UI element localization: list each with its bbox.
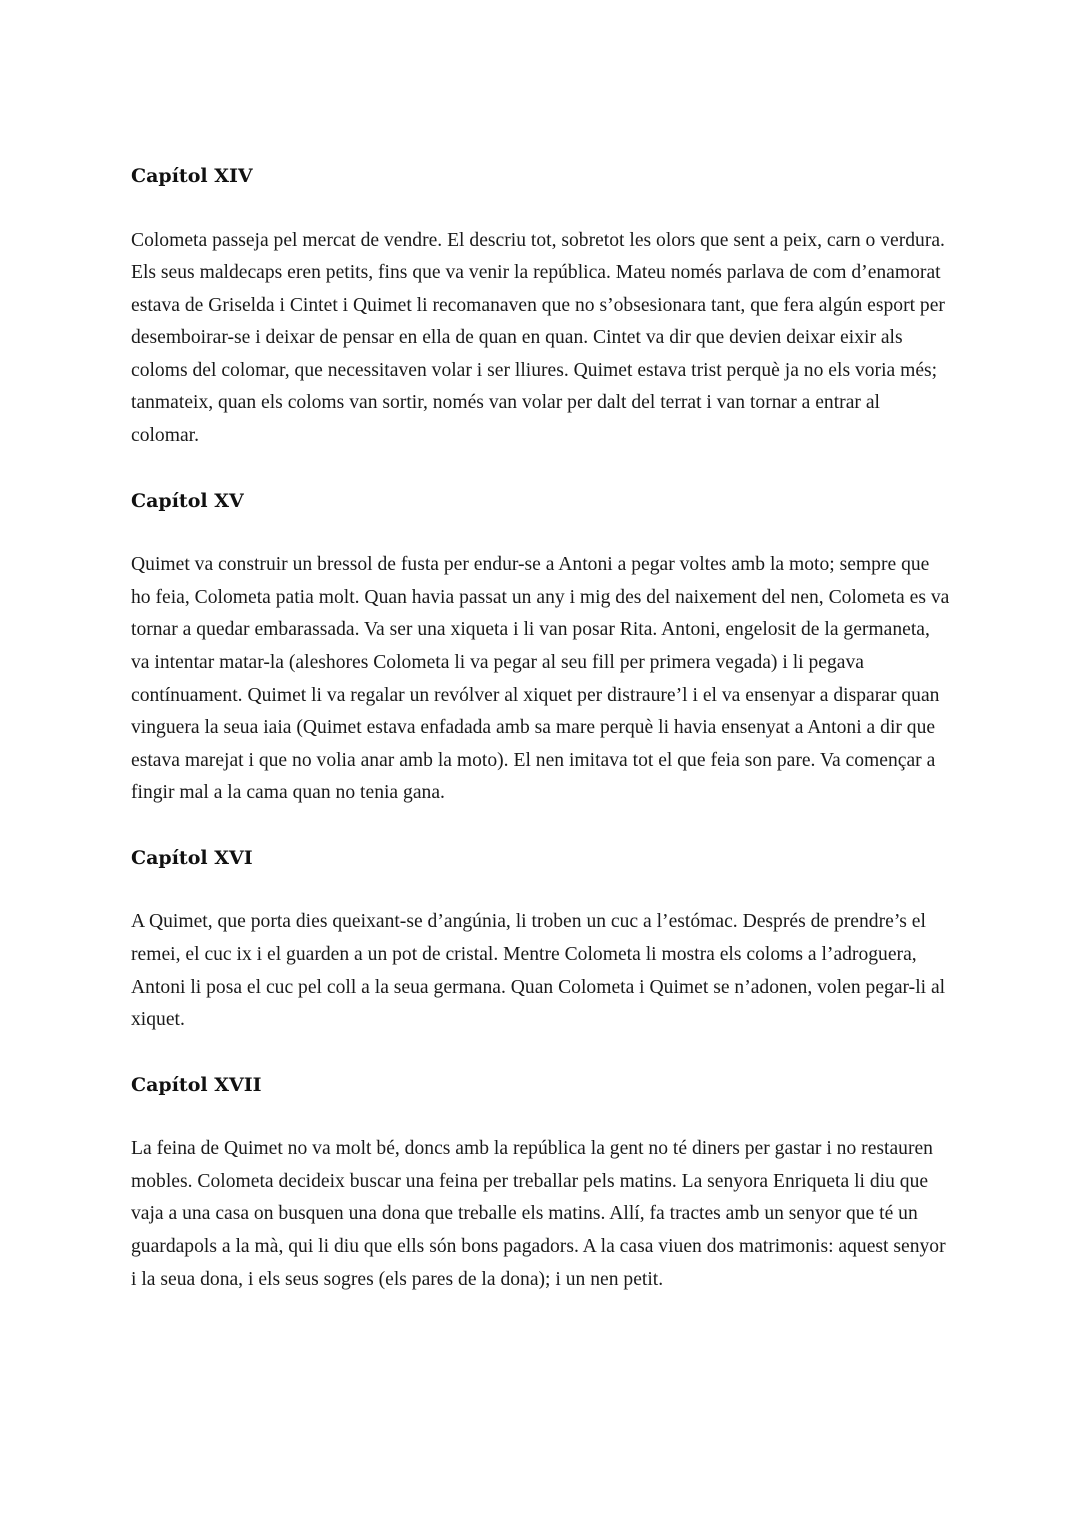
document-page (131, 160, 951, 1328)
chapter-title: Capítol XV (131, 489, 244, 512)
chapter-title: Capítol XVII (131, 1073, 262, 1096)
chapter-body: A Quimet, que porta dies queixant-se d’angúnia, li troben un cuc a l’estómac. Després de prendre’s el remei, el cuc ix i el guarden a un pot de cristal. Mentre Colometa li mostra els coloms a l’adroguera, Antoni li posa el cuc pel coll a la seua germana. Quan Colometa i Quimet se n’adonen, volen pegar-li al xiquet. (131, 911, 946, 1031)
chapter-body: Colometa passeja pel mercat de vendre. El descriu tot, sobretot les olors que sent a peix, carn o verdura. Els seus maldecaps eren petits, fins que va venir la república. Mateu només parlava de com d’enamorat estava de Griselda i Cintet i Quimet li recomanaven que no s’obsesionara tant, que fera algún esport per desemboirar-se i deixar de pensar en ella de quan en quan. Cintet va dir que devien deixar eixir als coloms del colomar, que necessitaven volar i ser lliures. Quimet estava trist perquè ja no els voria més; tanmateix, quan els coloms van sortir, només van volar per dalt del terrat i van tornar a entrar al colomar. (131, 229, 945, 447)
chapter-body: La feina de Quimet no va molt bé, doncs amb la república la gent no té diners per gastar i no restauren mobles. Colometa decideix buscar una feina per treballar pels matins. La senyora Enriqueta li diu que vaja a una casa on busquen una dona que treballe els matins. Allí, fa tractes amb un senyor que té un guardapols a la mà, qui li diu que ells són bons pagadors. A la casa viuen dos matrimonis: aquest senyor i la seua dona, i els seus sogres (els pares de la dona); i un nen petit. (131, 1138, 946, 1290)
chapter-16 (131, 842, 951, 1037)
chapter-title: Capítol XVI (131, 846, 253, 869)
chapter-15 (131, 485, 951, 810)
chapter-14 (131, 160, 951, 453)
chapter-body: Quimet va construir un bressol de fusta per endur-se a Antoni a pegar voltes amb la moto; sempre que ho feia, Colometa patia molt. Quan havia passat un any i mig des del naixement del nen, Colometa es va tornar a quedar embarassada. Va ser una xiqueta i li van posar Rita. Antoni, engelosit de la germaneta, va intentar matar-la (aleshores Colometa li va pegar al seu fill per primera vegada) i li pegava contínuament. Quimet li va regalar un revólver al xiquet per distraure’l i el va ensenyar a disparar quan vinguera la seua iaia (Quimet estava enfadada amb sa mare perquè li havia ensenyat a Antoni a dir que estava marejat i que no volia anar amb la moto). El nen imitava tot el que feia son pare. Va començar a fingir mal a la cama quan no tenia gana. (131, 554, 950, 804)
chapter-title: Capítol XIV (131, 165, 253, 187)
chapter-17 (131, 1069, 951, 1296)
